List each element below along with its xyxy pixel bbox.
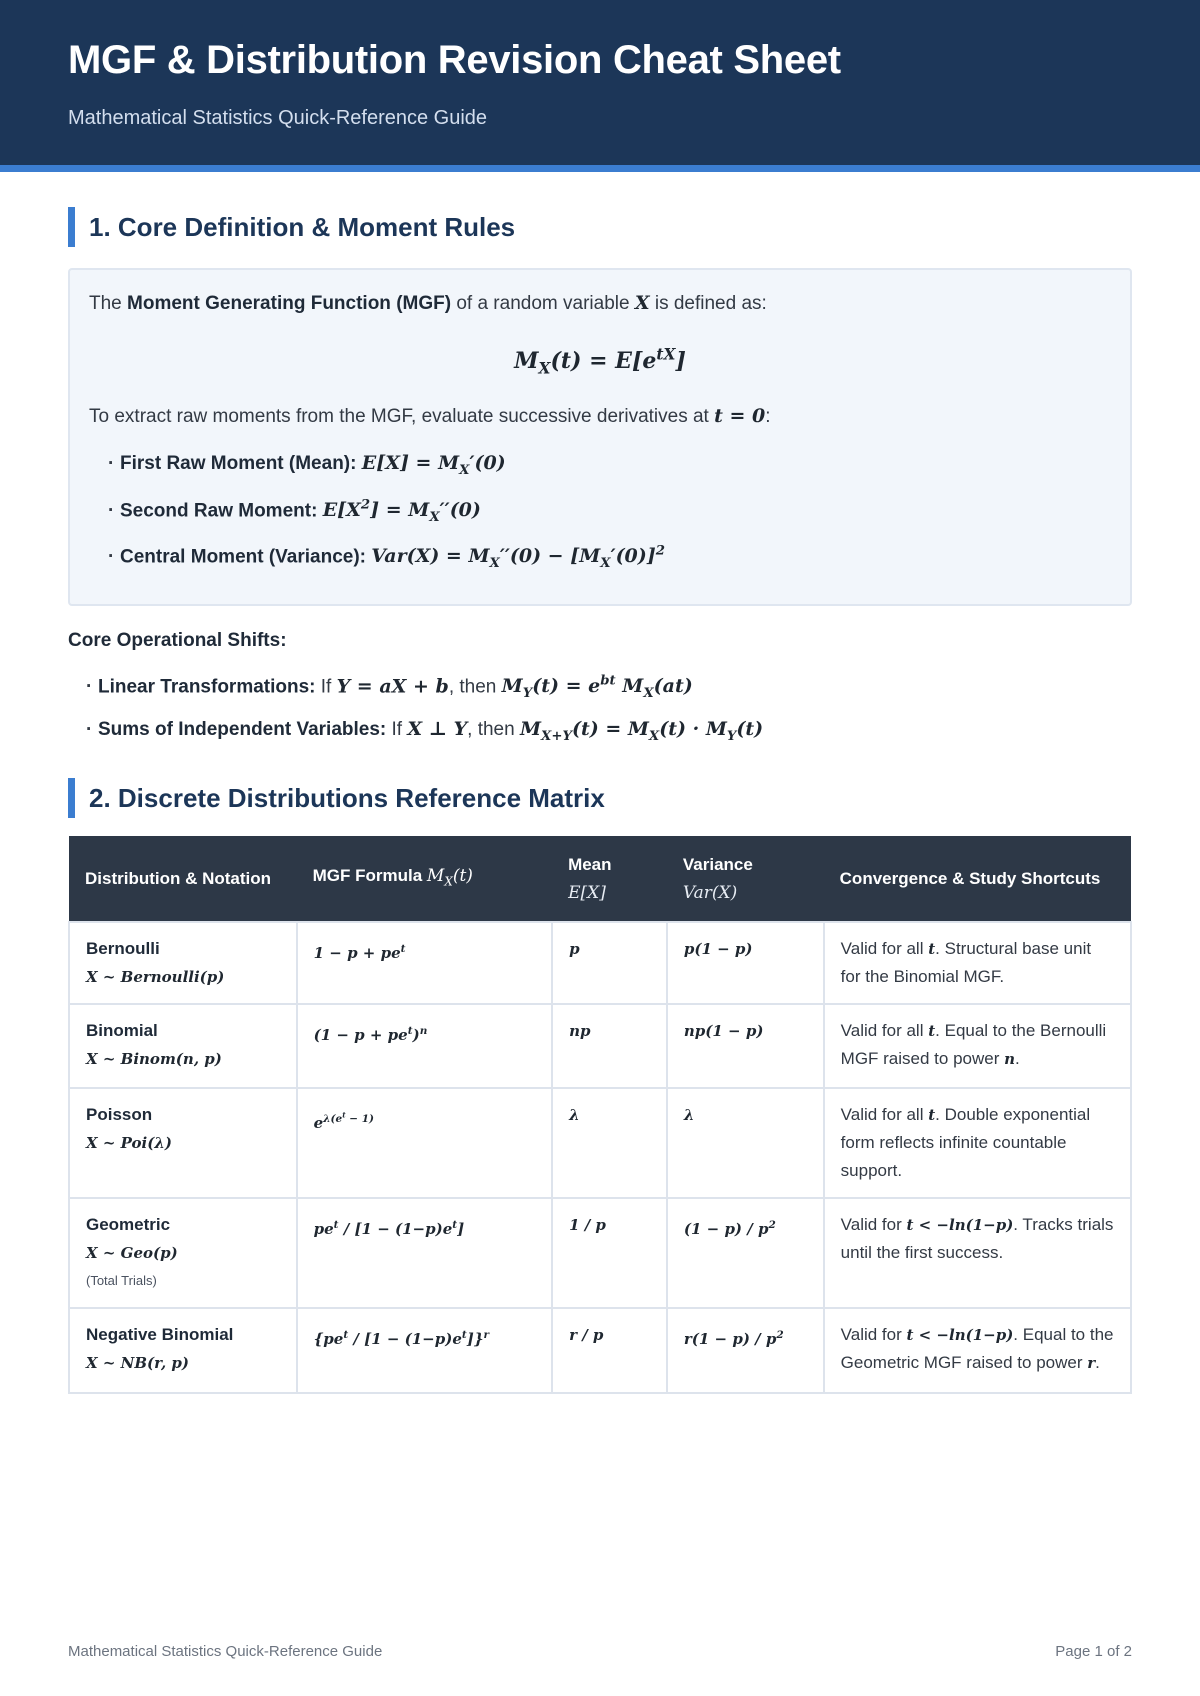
variance-value: $(1 - p) / p^2$ [683, 1219, 776, 1238]
distribution-name: Geometric [86, 1215, 171, 1234]
page-title: MGF & Distribution Revision Cheat Sheet [68, 38, 841, 82]
column-header-distribution: Distribution & Notation [69, 836, 297, 922]
shortcut-text: Valid for all [840, 1021, 929, 1040]
mean-cell [552, 1088, 667, 1198]
shifts-title: Core Operational Shifts: [68, 630, 287, 651]
moment-label: First Raw Moment (Mean): [120, 453, 357, 474]
variance-cell [667, 1198, 824, 1308]
mgf-cell: $e^{\lambda(e^t - 1)}$ [297, 1088, 552, 1198]
variance-cell [667, 922, 824, 1004]
shortcut-text: Valid for [840, 1325, 907, 1344]
distribution-notation: X ~ Bernoulli(p) [86, 968, 225, 986]
shortcut-text-mid: . Equal to the Geometric MGF raised to power [840, 1325, 1114, 1372]
distribution-notation: X ~ Poi(λ) [86, 1134, 172, 1152]
extract-moments-text [89, 405, 771, 428]
shortcut-text: Valid for [840, 1215, 907, 1234]
intro-text-end: is defined as: [649, 293, 767, 314]
moment-formula: $E[X] = M_X'(0)$ [361, 452, 506, 478]
distributions-table [68, 836, 1132, 1394]
table-header-row [69, 836, 1131, 922]
shortcut-math: t [928, 1106, 936, 1124]
mgf-intro [89, 292, 767, 315]
extract-text-end: : [765, 406, 771, 427]
shortcut-cell [824, 1308, 1131, 1393]
moment-item-mean: · First Raw Moment (Mean): $E[X] = M_X'(0)$ [108, 452, 506, 478]
column-header-mean-label: Mean [568, 854, 612, 874]
moment-formula: $Var(X) = M_X''(0) - [M_X'(0)]^2$ [371, 544, 666, 572]
shift-then: , then [448, 676, 502, 698]
column-header-mean [552, 836, 667, 922]
distribution-cell [69, 922, 297, 1004]
mean-cell [552, 1308, 667, 1393]
distribution-note: (Total Trials) [86, 1273, 157, 1288]
variance-cell [667, 1088, 824, 1198]
column-header-mean-symbol: E[X] [568, 882, 606, 903]
section-2-heading: 2. Discrete Distributions Reference Matrix [68, 778, 605, 818]
shortcut-text-end: . Structural base unit for the Binomial MGF. [840, 939, 1092, 986]
intro-text-mid: of a random variable [451, 293, 635, 314]
shift-if: If [315, 676, 337, 698]
distribution-cell [69, 1198, 297, 1308]
mgf-definition-formula: $M_X(t) = E[e^{tX}]$ [514, 346, 686, 378]
shortcut-text-mid: . Equal to the Bernoulli MGF raised to power [840, 1021, 1107, 1068]
mean-value: λ [569, 1106, 580, 1124]
distribution-name: Poisson [86, 1105, 153, 1124]
intro-variable: X [634, 292, 650, 314]
column-header-variance [667, 836, 824, 922]
mean-cell [552, 922, 667, 1004]
distribution-notation: X ~ NB(r, p) [86, 1354, 189, 1372]
table-row [69, 1088, 1131, 1198]
column-header-variance-symbol: Var(X) [682, 882, 738, 903]
shift-item-sums: · Sums of Independent Variables: If X ⊥ Y, then $M_{X+Y}(t) = M_X(t) \cdot M_Y(t)$ [86, 718, 764, 744]
shortcut-text: Valid for all [840, 939, 929, 958]
distribution-name: Negative Binomial [86, 1325, 234, 1344]
page-subtitle: Mathematical Statistics Quick-Reference Guide [68, 107, 488, 129]
shortcut-math: t < −ln(1−p) [906, 1326, 1014, 1344]
shortcut-math: t < −ln(1−p) [906, 1216, 1014, 1234]
column-header-mgf-symbol: $M_X(t)$ [426, 865, 473, 889]
table-row [69, 1004, 1131, 1088]
moment-item-variance: · Central Moment (Variance): $Var(X) = M_X''(0) - [M_X'(0)]^2$ [108, 544, 666, 572]
shortcut-cell [824, 1004, 1131, 1088]
mean-value: r / p [569, 1326, 604, 1344]
shift-label: Linear Transformations: [98, 676, 316, 698]
page-header [0, 0, 1200, 172]
distribution-notation: X ~ Geo(p) [86, 1244, 178, 1262]
shift-condition: Y = aX + b [336, 675, 449, 698]
moment-label: Second Raw Moment: [120, 500, 318, 522]
shift-result: $M_{X+Y}(t) = M_X(t) \cdot M_Y(t)$ [519, 718, 764, 744]
intro-text: The [89, 293, 128, 314]
shortcut-cell [824, 1088, 1131, 1198]
moment-label: Central Moment (Variance): [120, 546, 366, 568]
distribution-name: Binomial [86, 1021, 158, 1040]
mgf-cell: $(1 - p + pe^t)^n$ [297, 1004, 552, 1088]
shift-if: If [386, 719, 408, 740]
distribution-cell [69, 1004, 297, 1088]
distribution-notation: X ~ Binom(n, p) [86, 1050, 222, 1068]
shift-condition: X ⊥ Y [407, 718, 468, 740]
shift-result: $M_Y(t) = e^{bt}$ $M_X(at)$ [501, 674, 693, 702]
shortcut-cell [824, 1198, 1131, 1308]
column-header-shortcuts: Convergence & Study Shortcuts [824, 836, 1131, 922]
shift-item-linear: · Linear Transformations: If Y = aX + b, then $M_Y(t) = e^{bt}$ $M_X(at)$ [86, 674, 693, 702]
mean-value: np [569, 1022, 591, 1040]
table-row [69, 1198, 1131, 1308]
shortcut-math: t [928, 940, 936, 958]
extract-math: t = 0 [714, 405, 766, 427]
distribution-cell [69, 1088, 297, 1198]
shortcut-math-2: r [1087, 1354, 1096, 1372]
shortcut-math-2: n [1004, 1050, 1016, 1068]
mean-value: p [569, 940, 580, 958]
moment-formula: $E[X^2] = M_X''(0)$ [322, 498, 481, 526]
shortcut-text-end: . Tracks trials until the first success. [840, 1215, 1114, 1262]
variance-cell [667, 1004, 824, 1088]
mean-cell [552, 1004, 667, 1088]
intro-term: Moment Generating Function (MGF) [127, 293, 452, 314]
variance-value: p(1 − p) [683, 940, 753, 958]
table-row [69, 1308, 1131, 1393]
mgf-cell: $pe^t / [1 - (1-p)e^t]$ [297, 1198, 552, 1308]
moment-item-second: · Second Raw Moment: $E[X^2] = M_X''(0)$ [108, 498, 481, 526]
column-header-variance-label: Variance [682, 854, 753, 874]
mean-value: 1 / p [569, 1216, 606, 1234]
column-header-mgf [297, 836, 552, 922]
variance-cell [667, 1308, 824, 1393]
shortcut-cell [824, 922, 1131, 1004]
variance-value: np(1 − p) [683, 1022, 764, 1040]
page-number: Page 1 of 2 [1055, 1643, 1132, 1660]
shortcut-text: Valid for all [840, 1105, 929, 1124]
footer-guide-title: Mathematical Statistics Quick-Reference Guide [68, 1643, 383, 1660]
section-1-heading: 1. Core Definition & Moment Rules [68, 207, 515, 247]
shortcut-text-end: . [1095, 1353, 1100, 1372]
shortcut-math: t [928, 1022, 936, 1040]
shift-then: , then [467, 719, 520, 740]
shift-label: Sums of Independent Variables: [98, 719, 387, 740]
variance-value: $r(1 - p) / p^2$ [683, 1329, 784, 1348]
table-row [69, 922, 1131, 1004]
mean-cell [552, 1198, 667, 1308]
column-header-mgf-label: MGF Formula [312, 865, 423, 885]
shortcut-text-end: . [1015, 1049, 1020, 1068]
extract-text: To extract raw moments from the MGF, evaluate successive derivatives at [89, 406, 715, 427]
distribution-cell [69, 1308, 297, 1393]
mgf-cell: $1 - p + pe^t$ [297, 922, 552, 1004]
shortcut-text-end: . Double exponential form reflects infinite countable support. [840, 1105, 1091, 1180]
variance-value: λ [683, 1106, 695, 1124]
definition-box [68, 268, 1132, 606]
distribution-name: Bernoulli [86, 939, 160, 958]
mgf-cell: $\{pe^t / [1 - (1-p)e^t]\}^r$ [297, 1308, 552, 1393]
